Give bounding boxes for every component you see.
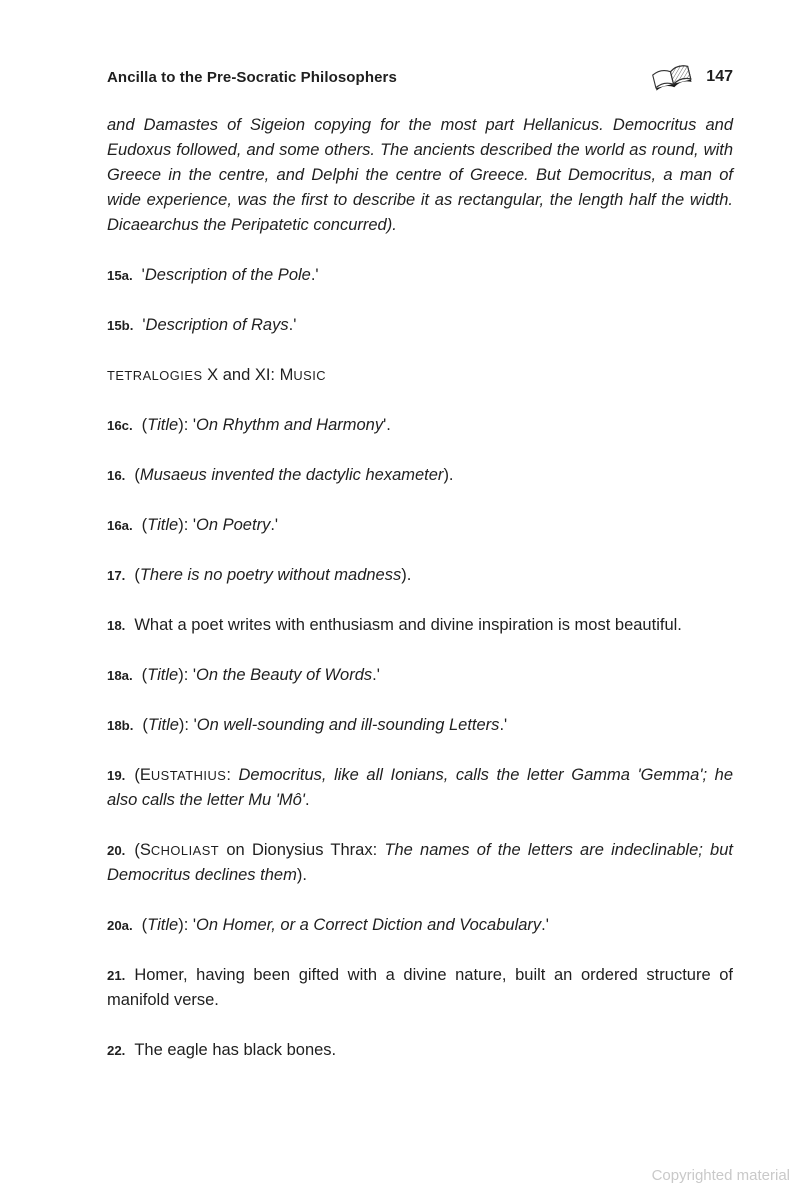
entry-text-segment: On Poetry xyxy=(196,516,271,534)
entry-number: 18a. xyxy=(107,668,133,683)
entry-18a xyxy=(107,663,733,688)
entry-text-segment: .' xyxy=(270,516,279,534)
entry-text-segment: : xyxy=(226,766,239,784)
entry-text-segment: ( xyxy=(134,466,140,484)
entry-text-segment: ): ' xyxy=(178,716,197,734)
entry-text-segment: ( xyxy=(141,416,148,434)
entry-text-segment: on Dionysius Thrax: xyxy=(219,841,385,859)
entry-number: 21. xyxy=(107,968,126,983)
entry-21 xyxy=(107,963,733,1013)
entry-text-segment: . xyxy=(304,791,310,809)
entry-text-segment: On Rhythm and Harmony xyxy=(196,416,384,434)
entry-text-segment: Title xyxy=(147,416,179,434)
entry-text-segment: On the Beauty of Words xyxy=(196,666,373,684)
entry-16 xyxy=(107,463,733,488)
entry-text-segment: ( xyxy=(134,566,140,584)
entry-text-segment: ( xyxy=(141,516,148,534)
entry-text-segment: (S xyxy=(134,841,151,859)
entries xyxy=(107,113,733,1063)
entry-text-segment: Title xyxy=(147,666,179,684)
entry-18 xyxy=(107,613,733,638)
entry-19 xyxy=(107,763,733,813)
entry-number: 18b. xyxy=(107,718,134,733)
entry-text-segment: What a poet writes with enthusiasm and divine inspiration is most beautiful. xyxy=(134,616,682,634)
entry-text-segment: .' xyxy=(372,666,380,684)
entry-text-segment: Title xyxy=(147,716,179,734)
copyright-watermark: Copyrighted material xyxy=(651,1167,790,1184)
entry-20 xyxy=(107,838,733,888)
entry-15b xyxy=(107,313,733,338)
entry-text-segment: The names of the letters are indeclinable; but Democritus declines them xyxy=(107,841,733,884)
entry-number: 17. xyxy=(107,568,126,583)
entry-text-segment: X and XI: M xyxy=(202,366,294,384)
entry-text-segment: .' xyxy=(288,316,297,334)
entry-text-segment: .' xyxy=(310,266,319,284)
entry-text-segment: Description of Rays xyxy=(145,316,289,334)
entry-text-segment: '. xyxy=(383,416,391,434)
entry-number: 16a. xyxy=(107,518,133,533)
entry-text-segment: Title xyxy=(147,516,179,534)
entry-text-segment: ( xyxy=(141,916,148,934)
entry-text-segment: (E xyxy=(134,766,151,784)
entry-number: 15a. xyxy=(107,268,133,283)
entry-number: 22. xyxy=(107,1043,126,1058)
entry-17 xyxy=(107,563,733,588)
entry-number: 18. xyxy=(107,618,126,633)
entry-text-segment: ): ' xyxy=(178,516,197,534)
entry-text-segment: and Damastes of Sigeion copying for the most part Hellanicus. Democritus and Eudoxus followed, and some others. The ancients described the world as round, with Greece in the centre, and Delphi the centre of Greece. But Democritus, a man of wide experience, was the first to describe it as rectangular, the length half the width. Dicaearchus the Peripatetic concurred). xyxy=(107,116,733,234)
running-title: Ancilla to the Pre-Socratic Philosophers xyxy=(107,68,397,86)
entry-text-segment: ). xyxy=(443,466,454,484)
entry-text-segment: ): ' xyxy=(178,416,197,434)
entry-text-segment: .' xyxy=(541,916,549,934)
entry-text-segment: ( xyxy=(142,716,148,734)
entry-number: 16. xyxy=(107,468,126,483)
entry-text-segment: ): ' xyxy=(178,916,197,934)
entry-text-segment: ). xyxy=(401,566,412,584)
entry-text-segment: CHOLIAST xyxy=(150,843,220,858)
entry-text-segment: Homer, having been gifted with a divine nature, built an ordered structure of manifold verse. xyxy=(107,966,733,1009)
entry-number: 20a. xyxy=(107,918,133,933)
entry-text-segment: The eagle has black bones. xyxy=(134,1041,337,1059)
entry-text-segment: ( xyxy=(141,666,148,684)
page-number: 147 xyxy=(706,68,733,85)
entry-text-segment: USTATHIUS xyxy=(150,768,227,783)
entry-15a xyxy=(107,263,733,288)
entry-text-segment: ). xyxy=(296,866,307,884)
entry-text-segment: ): ' xyxy=(178,666,197,684)
open-book-icon xyxy=(651,62,693,92)
section-heading xyxy=(107,363,733,388)
entry-16a xyxy=(107,513,733,538)
entry-text-segment: Democritus, like all Ionians, calls the letter Gamma 'Gemma'; he also calls the letter Mu 'Mô' xyxy=(107,766,733,809)
entry-number: 19. xyxy=(107,768,126,783)
entry-text-segment: USIC xyxy=(293,368,327,383)
entry-text-segment: ' xyxy=(142,316,146,334)
entry-18b xyxy=(107,713,733,738)
entry-20a xyxy=(107,913,733,938)
entry-text-segment: Title xyxy=(147,916,179,934)
intro-paragraph xyxy=(107,113,733,238)
entry-text-segment: TETRALOGIES xyxy=(107,368,203,383)
entry-text-segment: On well-sounding and ill-sounding Letters xyxy=(196,716,500,734)
entry-text-segment: ' xyxy=(141,266,145,284)
page-header xyxy=(107,62,733,92)
entry-number: 16c. xyxy=(107,418,133,433)
entry-text-segment: .' xyxy=(499,716,508,734)
entry-number: 20. xyxy=(107,843,126,858)
entry-text-segment: Description of the Pole xyxy=(144,266,311,284)
entry-text-segment: Musaeus invented the dactylic hexameter xyxy=(139,466,444,484)
entry-text-segment: On Homer, or a Correct Diction and Vocabulary xyxy=(196,916,542,934)
header-right xyxy=(651,62,733,92)
entry-number: 15b. xyxy=(107,318,134,333)
entry-text-segment: There is no poetry without madness xyxy=(139,566,402,584)
entry-22 xyxy=(107,1038,733,1063)
entry-16c xyxy=(107,413,733,438)
